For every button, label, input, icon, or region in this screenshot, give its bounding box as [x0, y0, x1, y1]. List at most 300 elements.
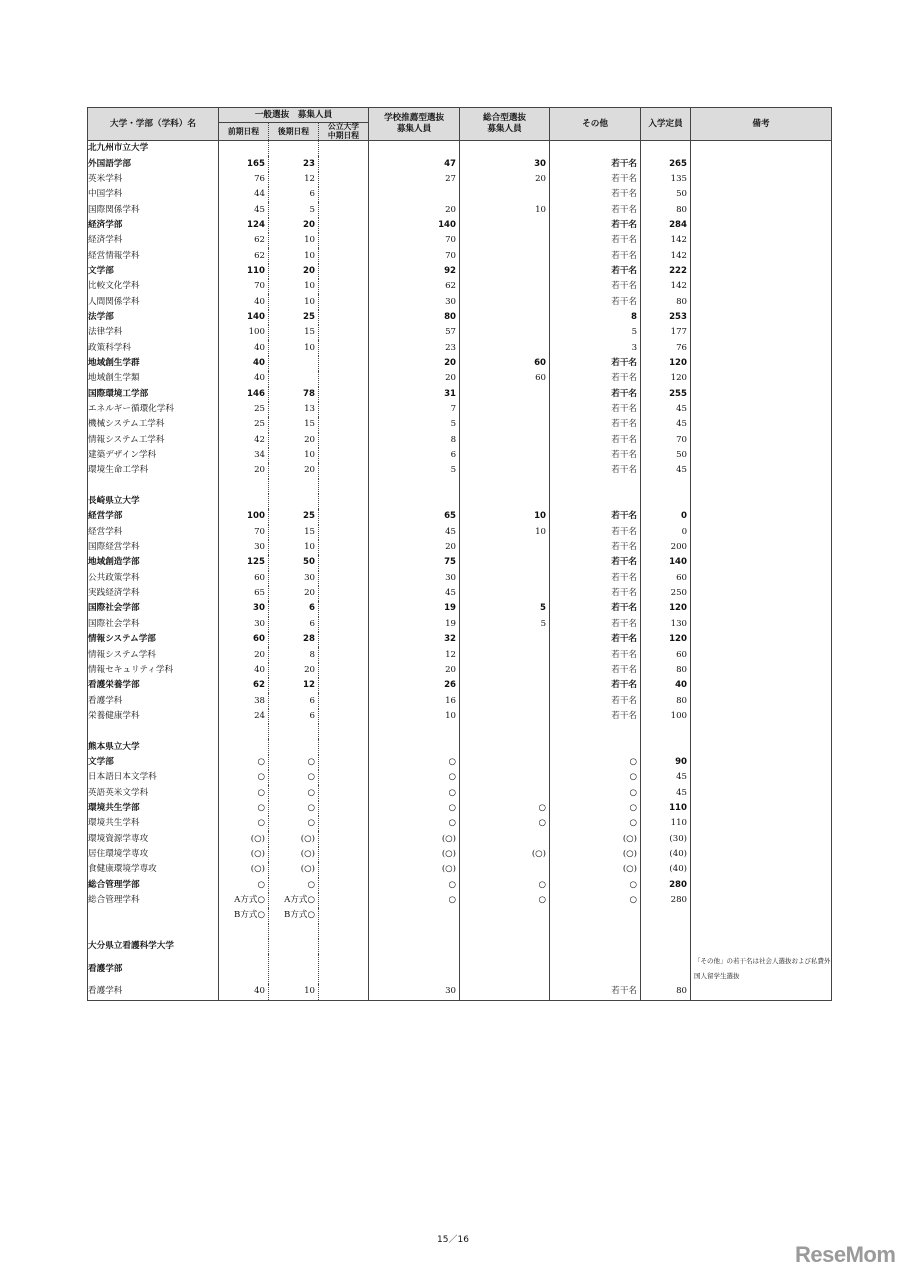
table-row	[88, 924, 832, 939]
cell-other: 若干名	[550, 202, 641, 217]
table-row	[88, 448, 832, 463]
cell-comprehensive	[460, 632, 550, 647]
cell-name: 地域創生学類	[88, 371, 219, 386]
cell-comprehensive: ○	[460, 893, 550, 908]
cell-school-recommendation: ○	[369, 755, 460, 770]
cell-remarks	[691, 770, 832, 785]
cell-capacity	[641, 924, 691, 939]
cell-early	[219, 739, 269, 754]
cell-other: 若干名	[550, 617, 641, 632]
cell-comprehensive	[460, 387, 550, 402]
table-row	[88, 984, 832, 1000]
cell-comprehensive	[460, 678, 550, 693]
cell-capacity	[641, 908, 691, 923]
table-row	[88, 632, 832, 647]
cell-other: ○	[550, 770, 641, 785]
cell-comprehensive	[460, 862, 550, 877]
table-row	[88, 325, 832, 340]
cell-remarks	[691, 310, 832, 325]
cell-remarks	[691, 540, 832, 555]
cell-remarks	[691, 371, 832, 386]
header-general-selection: 一般選抜 募集人員	[219, 108, 369, 123]
cell-early: 40	[219, 984, 269, 1000]
cell-capacity: 45	[641, 785, 691, 800]
cell-mid	[319, 908, 369, 923]
cell-late: 10	[269, 984, 319, 1000]
cell-early: (○)	[219, 862, 269, 877]
cell-mid	[319, 724, 369, 739]
cell-capacity: 110	[641, 801, 691, 816]
cell-comprehensive: (○)	[460, 847, 550, 862]
cell-capacity: 80	[641, 294, 691, 309]
cell-other: 若干名	[550, 984, 641, 1000]
cell-late	[269, 954, 319, 984]
cell-late: 20	[269, 586, 319, 601]
table-row	[88, 571, 832, 586]
cell-mid	[319, 356, 369, 371]
cell-school-recommendation	[369, 908, 460, 923]
cell-early: 40	[219, 663, 269, 678]
cell-remarks	[691, 156, 832, 171]
cell-name: 経営学部	[88, 509, 219, 524]
cell-late: 78	[269, 387, 319, 402]
cell-early: 30	[219, 601, 269, 616]
table-row	[88, 540, 832, 555]
cell-capacity: 142	[641, 248, 691, 263]
cell-capacity: 45	[641, 770, 691, 785]
cell-name: 経済学科	[88, 233, 219, 248]
cell-school-recommendation: 30	[369, 984, 460, 1000]
cell-name: 看護学科	[88, 984, 219, 1000]
table-row	[88, 371, 832, 386]
table-row	[88, 801, 832, 816]
cell-other: 若干名	[550, 433, 641, 448]
cell-early: (○)	[219, 847, 269, 862]
cell-mid	[319, 525, 369, 540]
cell-name: 情報システム学部	[88, 632, 219, 647]
cell-remarks	[691, 233, 832, 248]
cell-remarks	[691, 663, 832, 678]
table-row	[88, 202, 832, 217]
cell-school-recommendation	[369, 924, 460, 939]
cell-name: 総合管理学部	[88, 878, 219, 893]
cell-school-recommendation: 31	[369, 387, 460, 402]
cell-late: 10	[269, 448, 319, 463]
cell-name: 大分県立看護科学大学	[88, 939, 219, 954]
cell-late: (○)	[269, 847, 319, 862]
cell-remarks	[691, 908, 832, 923]
cell-name: 環境生命工学科	[88, 463, 219, 478]
cell-school-recommendation: 5	[369, 463, 460, 478]
cell-school-recommendation: 92	[369, 264, 460, 279]
cell-comprehensive	[460, 248, 550, 263]
cell-late: ○	[269, 770, 319, 785]
cell-late: 15	[269, 525, 319, 540]
cell-remarks	[691, 739, 832, 754]
cell-school-recommendation: 7	[369, 402, 460, 417]
cell-mid	[319, 264, 369, 279]
cell-mid	[319, 156, 369, 171]
cell-name: 建築デザイン学科	[88, 448, 219, 463]
cell-other: 若干名	[550, 248, 641, 263]
cell-remarks	[691, 801, 832, 816]
cell-comprehensive	[460, 540, 550, 555]
cell-school-recommendation: 30	[369, 571, 460, 586]
cell-comprehensive: ○	[460, 801, 550, 816]
cell-capacity: 142	[641, 279, 691, 294]
cell-other: 若干名	[550, 693, 641, 708]
cell-capacity: 284	[641, 218, 691, 233]
cell-school-recommendation: (○)	[369, 831, 460, 846]
cell-comprehensive	[460, 709, 550, 724]
cell-early: 40	[219, 340, 269, 355]
cell-comprehensive: ○	[460, 816, 550, 831]
cell-comprehensive: 60	[460, 356, 550, 371]
cell-late: 25	[269, 310, 319, 325]
table-row	[88, 433, 832, 448]
cell-comprehensive: 10	[460, 525, 550, 540]
cell-other: 若干名	[550, 448, 641, 463]
cell-name: 日本語日本文学科	[88, 770, 219, 785]
cell-early: ○	[219, 755, 269, 770]
cell-early: 70	[219, 525, 269, 540]
table-row	[88, 233, 832, 248]
cell-late: 20	[269, 264, 319, 279]
cell-late: B方式○	[269, 908, 319, 923]
cell-comprehensive	[460, 724, 550, 739]
cell-school-recommendation: 6	[369, 448, 460, 463]
cell-name: 国際環境工学部	[88, 387, 219, 402]
cell-capacity: 80	[641, 984, 691, 1000]
cell-school-recommendation: ○	[369, 770, 460, 785]
cell-other	[550, 908, 641, 923]
cell-capacity	[641, 739, 691, 754]
cell-name: 看護学科	[88, 693, 219, 708]
table-row	[88, 141, 832, 157]
cell-comprehensive	[460, 770, 550, 785]
cell-late: 28	[269, 632, 319, 647]
cell-capacity: 110	[641, 816, 691, 831]
cell-other: ○	[550, 755, 641, 770]
cell-early: ○	[219, 878, 269, 893]
cell-comprehensive	[460, 294, 550, 309]
cell-other: (○)	[550, 847, 641, 862]
cell-comprehensive	[460, 924, 550, 939]
cell-comprehensive	[460, 693, 550, 708]
cell-mid	[319, 340, 369, 355]
cell-other: 若干名	[550, 540, 641, 555]
cell-other: 若干名	[550, 417, 641, 432]
cell-other	[550, 739, 641, 754]
table-row	[88, 939, 832, 954]
header-capacity: 入学定員	[641, 108, 691, 141]
cell-comprehensive	[460, 448, 550, 463]
cell-remarks	[691, 187, 832, 202]
cell-other: 若干名	[550, 555, 641, 570]
cell-capacity: 255	[641, 387, 691, 402]
cell-remarks	[691, 325, 832, 340]
cell-other: ○	[550, 893, 641, 908]
cell-capacity: 120	[641, 356, 691, 371]
header-early: 前期日程	[219, 123, 269, 141]
cell-late: 20	[269, 218, 319, 233]
cell-name: 経営情報学科	[88, 248, 219, 263]
cell-remarks	[691, 340, 832, 355]
cell-capacity: 265	[641, 156, 691, 171]
cell-early: 24	[219, 709, 269, 724]
cell-comprehensive	[460, 831, 550, 846]
cell-other: ○	[550, 785, 641, 800]
cell-comprehensive	[460, 908, 550, 923]
cell-school-recommendation: 45	[369, 586, 460, 601]
cell-school-recommendation: ○	[369, 816, 460, 831]
cell-comprehensive	[460, 141, 550, 157]
cell-capacity: 280	[641, 893, 691, 908]
cell-early: 34	[219, 448, 269, 463]
cell-school-recommendation: 8	[369, 433, 460, 448]
cell-remarks	[691, 571, 832, 586]
cell-mid	[319, 387, 369, 402]
cell-early: 125	[219, 555, 269, 570]
cell-late: 10	[269, 340, 319, 355]
cell-remarks	[691, 893, 832, 908]
header-school-recommendation: 学校推薦型選抜 募集人員	[369, 108, 460, 141]
cell-school-recommendation: 20	[369, 371, 460, 386]
table-header	[88, 108, 832, 141]
cell-remarks	[691, 693, 832, 708]
cell-other: 若干名	[550, 571, 641, 586]
cell-late: 10	[269, 248, 319, 263]
cell-mid	[319, 509, 369, 524]
cell-early	[219, 141, 269, 157]
cell-capacity: 177	[641, 325, 691, 340]
table-row	[88, 647, 832, 662]
cell-early: ○	[219, 816, 269, 831]
cell-late: 5	[269, 202, 319, 217]
cell-name: 地域創造学部	[88, 555, 219, 570]
cell-capacity	[641, 494, 691, 509]
cell-capacity: 100	[641, 709, 691, 724]
cell-remarks	[691, 433, 832, 448]
cell-name: 長崎県立大学	[88, 494, 219, 509]
cell-mid	[319, 647, 369, 662]
cell-remarks	[691, 387, 832, 402]
table-row	[88, 878, 832, 893]
table-row	[88, 463, 832, 478]
cell-mid	[319, 663, 369, 678]
cell-name: 総合管理学科	[88, 893, 219, 908]
cell-remarks	[691, 617, 832, 632]
cell-remarks	[691, 939, 832, 954]
cell-late: ○	[269, 878, 319, 893]
cell-name: 公共政策学科	[88, 571, 219, 586]
cell-mid	[319, 494, 369, 509]
cell-other: 若干名	[550, 233, 641, 248]
table-row	[88, 479, 832, 494]
cell-capacity: 222	[641, 264, 691, 279]
cell-early	[219, 939, 269, 954]
cell-remarks	[691, 678, 832, 693]
cell-early: 62	[219, 248, 269, 263]
cell-name	[88, 724, 219, 739]
table-row	[88, 172, 832, 187]
table-row	[88, 187, 832, 202]
cell-other: 若干名	[550, 647, 641, 662]
cell-other: 若干名	[550, 402, 641, 417]
table-row	[88, 402, 832, 417]
cell-early: 140	[219, 310, 269, 325]
table-row	[88, 709, 832, 724]
header-late: 後期日程	[269, 123, 319, 141]
cell-name: 情報セキュリティ学科	[88, 663, 219, 678]
cell-other	[550, 924, 641, 939]
cell-late: 50	[269, 555, 319, 570]
cell-remarks	[691, 555, 832, 570]
cell-school-recommendation: 70	[369, 248, 460, 263]
cell-school-recommendation	[369, 187, 460, 202]
table-row	[88, 831, 832, 846]
cell-remarks	[691, 202, 832, 217]
cell-late: 25	[269, 509, 319, 524]
cell-mid	[319, 433, 369, 448]
cell-name: 文学部	[88, 264, 219, 279]
cell-name: 居住環境学専攻	[88, 847, 219, 862]
table-row	[88, 248, 832, 263]
cell-remarks	[691, 294, 832, 309]
cell-remarks	[691, 755, 832, 770]
cell-mid	[319, 632, 369, 647]
table-row	[88, 770, 832, 785]
table-row	[88, 340, 832, 355]
table-row	[88, 156, 832, 171]
cell-mid	[319, 785, 369, 800]
cell-school-recommendation	[369, 954, 460, 984]
cell-capacity: 76	[641, 340, 691, 355]
cell-mid	[319, 218, 369, 233]
cell-early: 62	[219, 233, 269, 248]
cell-capacity	[641, 939, 691, 954]
cell-late	[269, 141, 319, 157]
cell-late: 6	[269, 693, 319, 708]
cell-name: 環境共生学部	[88, 801, 219, 816]
cell-capacity: 45	[641, 463, 691, 478]
header-comprehensive: 総合型選抜 募集人員	[460, 108, 550, 141]
cell-mid	[319, 540, 369, 555]
cell-other	[550, 724, 641, 739]
cell-comprehensive	[460, 187, 550, 202]
cell-other: ○	[550, 816, 641, 831]
cell-early: 20	[219, 463, 269, 478]
cell-name: 看護栄養学部	[88, 678, 219, 693]
cell-early: 146	[219, 387, 269, 402]
cell-capacity: 120	[641, 371, 691, 386]
cell-mid	[319, 402, 369, 417]
cell-late	[269, 939, 319, 954]
cell-early: ○	[219, 770, 269, 785]
table-row	[88, 417, 832, 432]
cell-mid	[319, 417, 369, 432]
cell-other	[550, 494, 641, 509]
cell-capacity: 250	[641, 586, 691, 601]
cell-mid	[319, 371, 369, 386]
cell-remarks	[691, 862, 832, 877]
cell-early: 30	[219, 540, 269, 555]
table-row	[88, 356, 832, 371]
cell-comprehensive: 60	[460, 371, 550, 386]
table-row	[88, 525, 832, 540]
cell-capacity: 0	[641, 509, 691, 524]
cell-school-recommendation: 19	[369, 617, 460, 632]
cell-mid	[319, 479, 369, 494]
cell-remarks	[691, 785, 832, 800]
cell-capacity: 50	[641, 448, 691, 463]
cell-school-recommendation: 70	[369, 233, 460, 248]
page-number: 15／16	[437, 1235, 469, 1245]
table-row	[88, 678, 832, 693]
table-row	[88, 555, 832, 570]
table-row	[88, 954, 832, 984]
cell-remarks	[691, 279, 832, 294]
cell-name: 機械システム工学科	[88, 417, 219, 432]
cell-comprehensive	[460, 785, 550, 800]
cell-capacity: 120	[641, 632, 691, 647]
cell-comprehensive	[460, 463, 550, 478]
cell-comprehensive	[460, 739, 550, 754]
cell-name: エネルギー循環化学科	[88, 402, 219, 417]
cell-comprehensive	[460, 340, 550, 355]
cell-comprehensive: 30	[460, 156, 550, 171]
table-row	[88, 601, 832, 616]
cell-late: (○)	[269, 862, 319, 877]
cell-late: 10	[269, 540, 319, 555]
cell-comprehensive: 5	[460, 617, 550, 632]
cell-early: (○)	[219, 831, 269, 846]
cell-capacity: 80	[641, 693, 691, 708]
cell-remarks	[691, 141, 832, 157]
table-row	[88, 739, 832, 754]
cell-comprehensive	[460, 310, 550, 325]
cell-mid	[319, 770, 369, 785]
cell-capacity	[641, 141, 691, 157]
cell-school-recommendation	[369, 739, 460, 754]
cell-school-recommendation: 30	[369, 294, 460, 309]
cell-other: 若干名	[550, 525, 641, 540]
table-row	[88, 294, 832, 309]
cell-name: 比較文化学科	[88, 279, 219, 294]
header-remarks: 備考	[691, 108, 832, 141]
cell-late: 20	[269, 663, 319, 678]
cell-school-recommendation: 32	[369, 632, 460, 647]
cell-early: 25	[219, 417, 269, 432]
cell-capacity	[641, 954, 691, 984]
cell-other: 若干名	[550, 187, 641, 202]
cell-other: 若干名	[550, 172, 641, 187]
cell-remarks	[691, 984, 832, 1000]
cell-remarks	[691, 816, 832, 831]
cell-mid	[319, 755, 369, 770]
cell-other: 若干名	[550, 709, 641, 724]
cell-mid	[319, 586, 369, 601]
cell-name: 文学部	[88, 755, 219, 770]
cell-other: ○	[550, 878, 641, 893]
cell-mid	[319, 816, 369, 831]
cell-name: 人間関係学科	[88, 294, 219, 309]
cell-mid	[319, 172, 369, 187]
cell-remarks	[691, 218, 832, 233]
cell-late	[269, 924, 319, 939]
cell-early: 44	[219, 187, 269, 202]
cell-comprehensive: 10	[460, 202, 550, 217]
